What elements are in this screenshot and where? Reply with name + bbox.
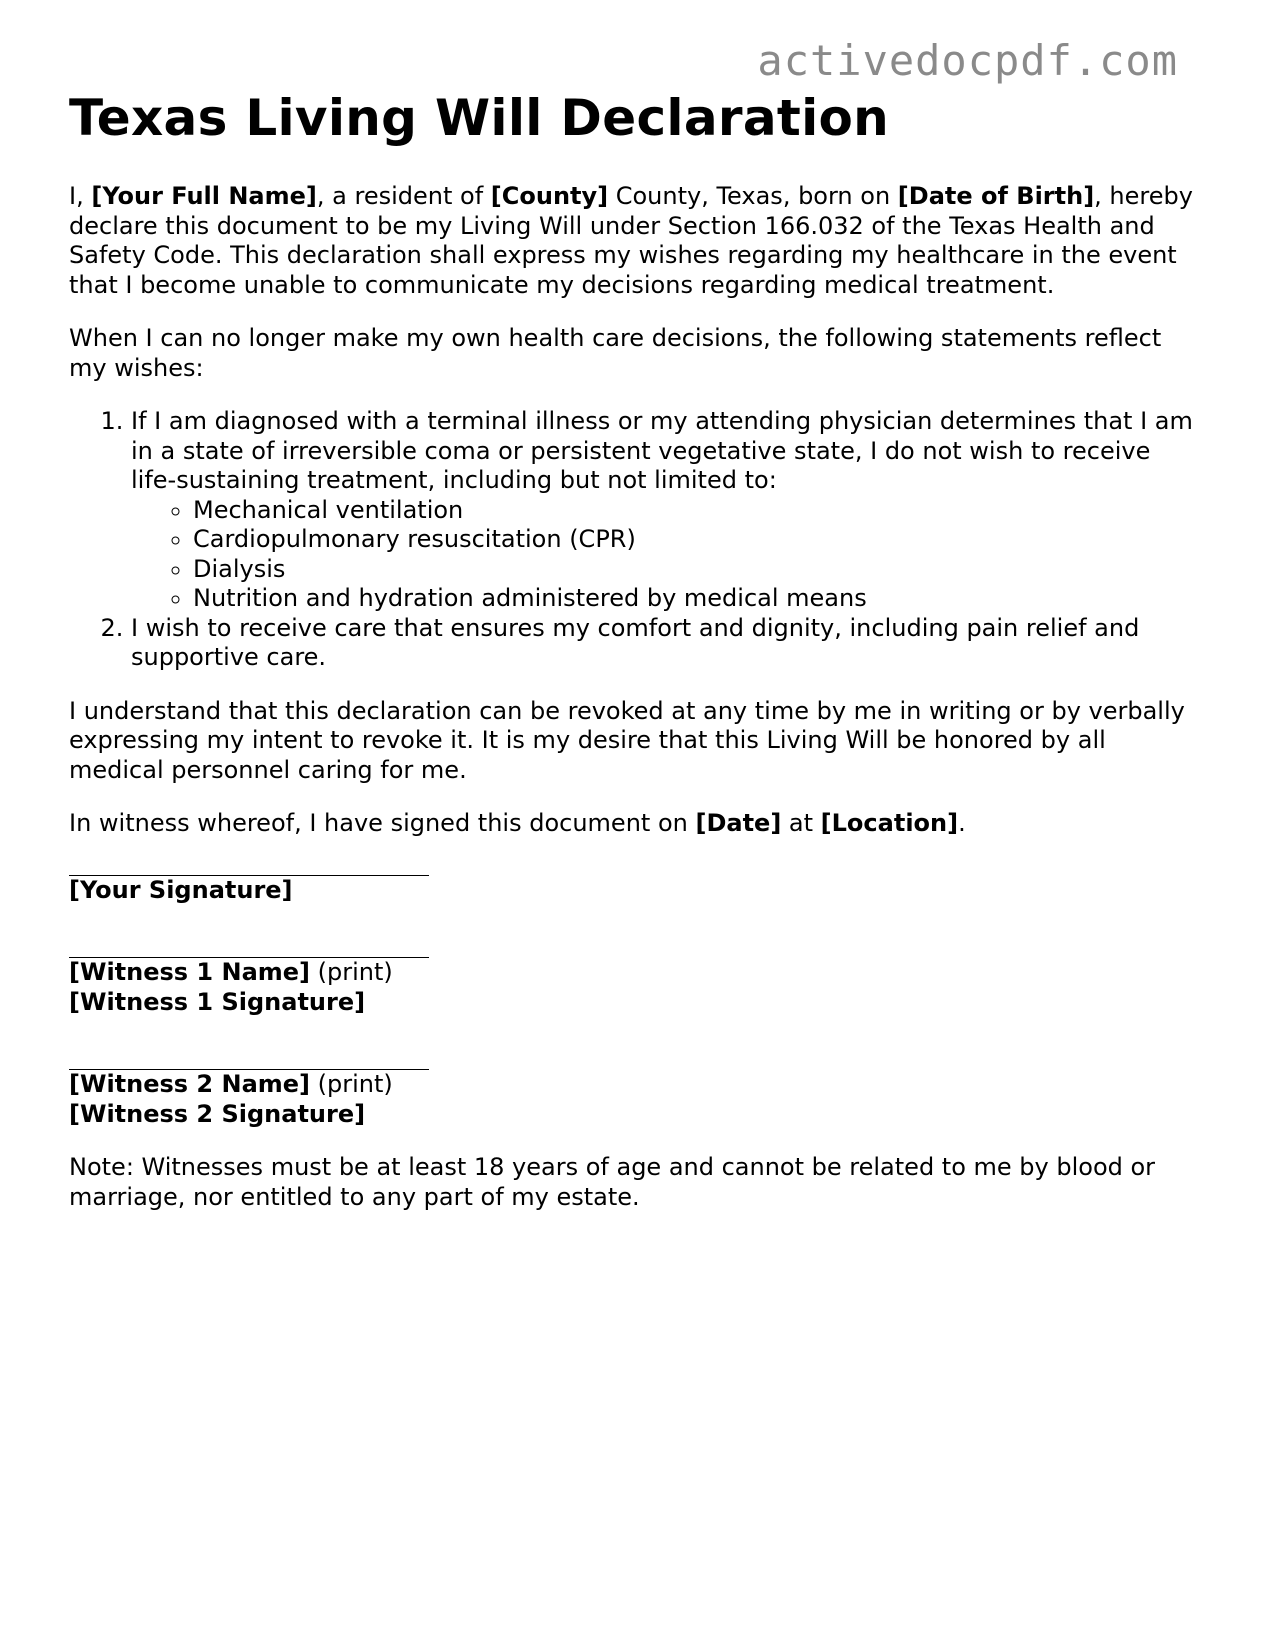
treatment-item: ◦ Nutrition and hydration administered by medical means — [193, 584, 1199, 614]
witness-2-print-label: (print) — [310, 1070, 393, 1098]
location-placeholder: [Location] — [820, 809, 959, 837]
treatment-item: ◦ Cardiopulmonary resuscitation (CPR) — [193, 525, 1199, 555]
intro-text-4: , hereby declare this document to be my Living Will under Section 166.032 of the Texas Health and Safety Code. This declaration shall express my wishes regarding my healthcare in the event that I become unable to communicate my decisions regarding medical treatment. — [69, 182, 1193, 299]
wish-item-1-text: If I am diagnosed with a terminal illness or my attending physician determines that I am in a state of irreversible coma or persistent vegetative state, I do not wish to receive life-sustaining treatment, including but not limited to: — [131, 407, 1193, 494]
witness-text-2: at — [781, 809, 821, 837]
wishes-intro-paragraph: When I can no longer make my own health care decisions, the following statements reflect my wishes: — [69, 324, 1162, 382]
wish-item-2 — [131, 614, 1199, 673]
treatment-list — [131, 496, 1199, 614]
watermark: activedocpdf.com — [757, 36, 1178, 85]
wishes-list — [69, 407, 1199, 673]
county-placeholder: [County] — [490, 182, 609, 210]
date-placeholder: [Date] — [695, 809, 782, 837]
document-title: Texas Living Will Declaration — [69, 89, 890, 147]
witness-2-name-label: [Witness 2 Name] — [69, 1070, 311, 1098]
intro-text-3: County, Texas, born on — [608, 182, 898, 210]
witness-1-name-label: [Witness 1 Name] — [69, 958, 311, 986]
witness-statement — [69, 809, 1199, 839]
witness-1-signature-label: [Witness 1 Signature] — [69, 987, 366, 1016]
revocation-paragraph: I understand that this declaration can be revoked at any time by me in writing or by verbally expressing my intent to revoke it. It is my desire that this Living Will be honored by all medical personnel caring for me. — [69, 696, 1185, 784]
witness-2-signature-label: [Witness 2 Signature] — [69, 1099, 366, 1128]
treatment-item: ◦ Dialysis — [193, 555, 1199, 585]
wish-item-1 — [131, 407, 1199, 614]
witness-note: Note: Witnesses must be at least 18 years of age and cannot be related to me by blood or marriage, nor entitled to any part of my estate. — [69, 1153, 1156, 1211]
witness-1-print-label: (print) — [310, 958, 393, 986]
your-signature-label: [Your Signature] — [69, 875, 293, 904]
witness-1-block — [69, 957, 1199, 1017]
intro-text-1: I, — [69, 182, 92, 210]
full-name-placeholder: [Your Full Name] — [91, 182, 317, 210]
document-page — [69, 88, 1199, 1212]
your-signature-block — [69, 875, 1199, 906]
treatment-item: ◦ Mechanical ventilation — [193, 496, 1199, 526]
wish-item-2-text: I wish to receive care that ensures my comfort and dignity, including pain relief and supportive care. — [131, 613, 1140, 671]
intro-paragraph — [69, 182, 1199, 300]
witness-text-3: . — [958, 809, 966, 837]
witness-2-block — [69, 1069, 1199, 1129]
date-of-birth-placeholder: [Date of Birth] — [897, 182, 1095, 210]
intro-text-2: , a resident of — [316, 182, 491, 210]
witness-text-1: In witness whereof, I have signed this document on — [69, 809, 696, 837]
